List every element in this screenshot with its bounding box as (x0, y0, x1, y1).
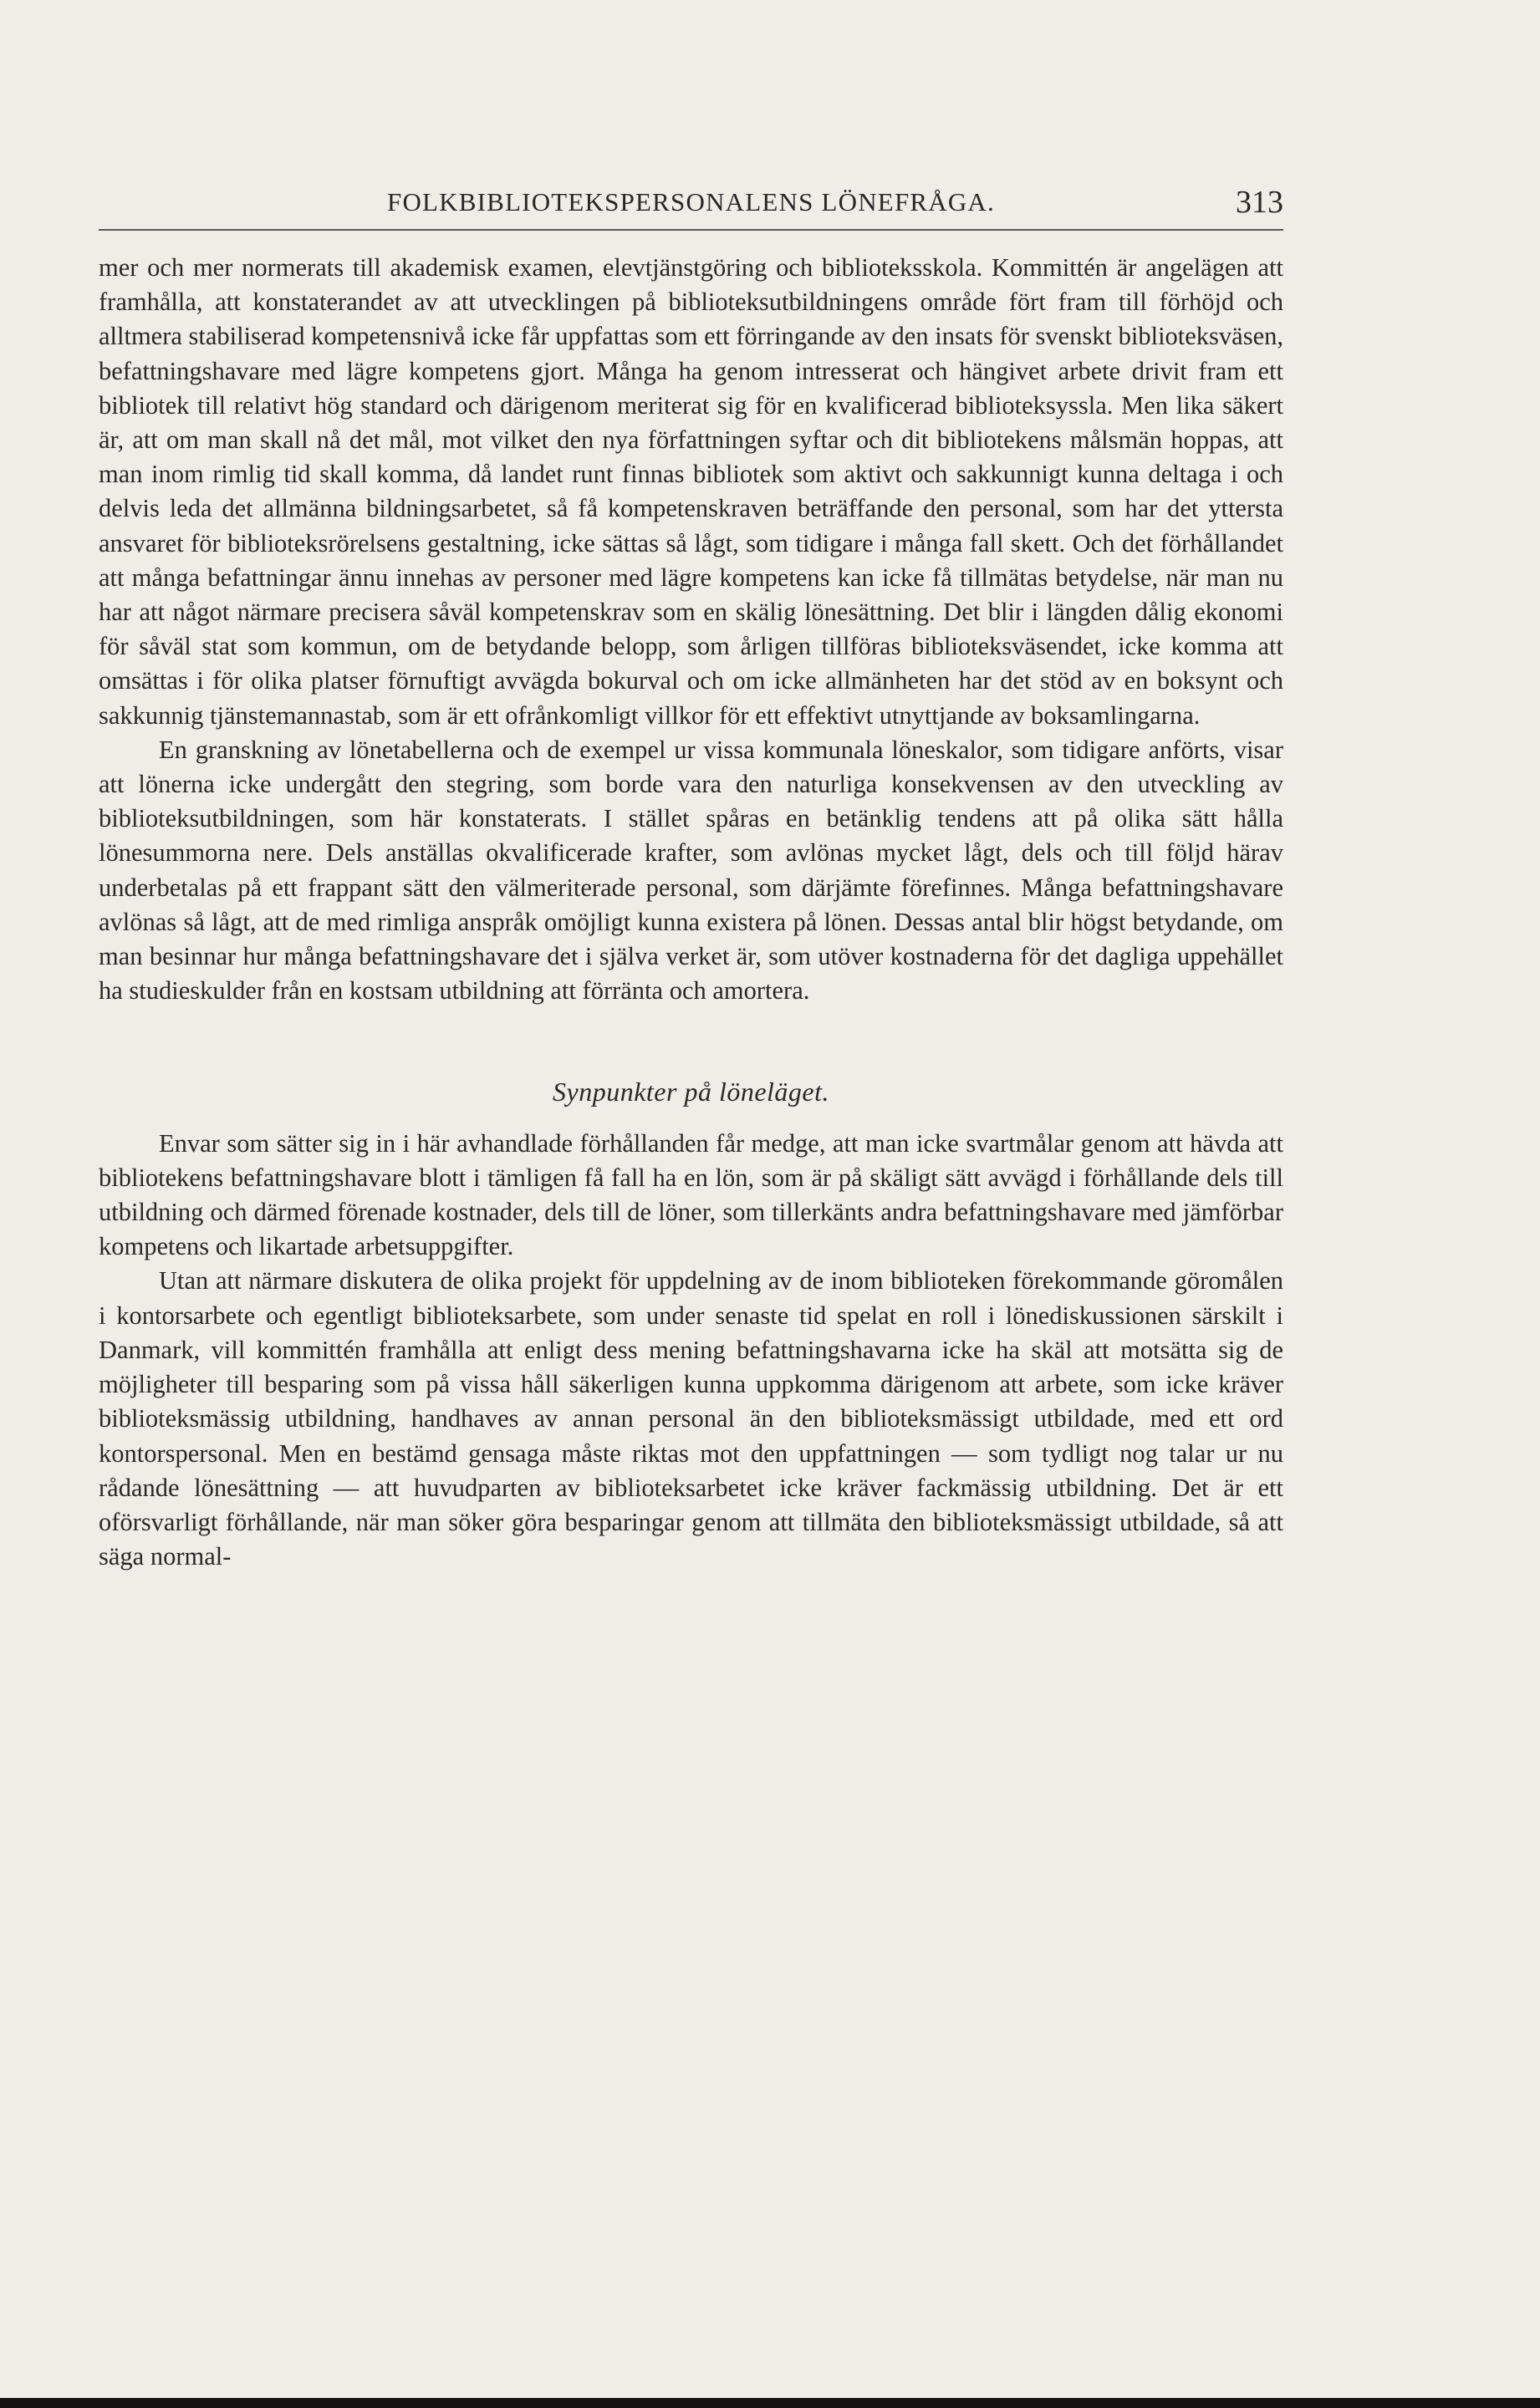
paragraph: En granskning av lönetabellerna och de exempel ur vissa kommunala löneskalor, som tidigare anförts, visar att lönerna icke undergått den stegring, som borde vara den naturliga konsekvensen av den utveckling av biblioteksutbildningen, som här konstaterats. I stället spåras en betänklig tendens att på olika sätt hålla lönesummorna nere. Dels anställas okvalificerade krafter, som avlönas mycket lågt, dels och till följd härav underbetalas på ett frappant sätt den välmeriterade personal, som därjämte förefinnes. Många befattningshavare avlönas så lågt, att de med rimliga anspråk omöjligt kunna existera på lönen. Dessas antal blir högst betydande, om man besinnar hur många befattningshavare det i själva verket är, som utöver kostnaderna för det dagliga uppehället ha studieskulder från en kostsam utbildning att förränta och amortera. (99, 735, 1283, 1005)
paragraph: Envar som sätter sig in i här avhandlade förhållanden får medge, att man icke svartmålar genom att hävda att bibliotekens befattningshavare blott i tämligen få fall ha en lön, som är på skäligt sätt avvägd i förhållande dels till utbildning och därmed förenade kostnader, dels till de löner, som tillerkänts andra befattningshavare med jämförbar kompetens och likartade arbetsuppgifter. (99, 1128, 1283, 1261)
paragraph-continued: mer och mer normerats till akademisk examen, elevtjänstgöring och biblioteksskola. Kommittén är angelägen att framhålla, att konstaterandet av att utvecklingen på biblioteksutbildningens område fört fram till förhöjd och alltmera stabiliserad kompetensnivå icke får uppfattas som ett förringande av den insats för svenskt biblioteksväsen, befattningshavare med lägre kompetens gjort. Många ha genom intresserat och hängivet arbete drivit fram ett bibliotek till relativt hög standard och därigenom meriterat sig för en kvalificerad biblioteksyssla. Men lika säkert är, att om man skall nå det mål, mot vilket den nya författningen syftar och dit bibliotekens målsmän hoppas, att man inom rimlig tid skall komma, då landet runt finnas bibliotek som aktivt och sakkunnigt kunna deltaga i och delvis leda det allmänna bildningsarbetet, så få kompetenskraven beträffande den personal, som har det yttersta ansvaret för biblioteksrörelsens gestaltning, icke sättas så lågt, som tidigare i många fall skett. Och det förhållandet att många befattningar ännu innehas av personer med lägre kompetens kan icke få tillmätas betydelse, när man nu har att något närmare precisera såväl kompetenskrav som en skälig lönesättning. Det blir i längden dålig ekonomi för såväl stat som kommun, om de betydande belopp, som årligen tillföras biblioteksväsendet, icke komma att omsättas i för olika platser förnuftigt avvägda bokurval och om icke allmänheten har det stöd av en boksynt och sakkunnig tjänstemannastab, som är ett ofrånkomligt villkor för ett effektivt utnyttjande av boksamlingarna. (99, 253, 1283, 730)
section-heading: Synpunkter på löneläget. (552, 1077, 830, 1107)
paragraph: Utan att närmare diskutera de olika projekt för uppdelning av de inom biblioteken förekommande göromålen i kontorsarbete och egentligt biblioteksarbete, som under senaste tid spelat en roll i lönediskussionen särskilt i Danmark, vill kommittén framhålla att enligt dess mening befattningshavarna icke ha skäl att motsätta sig de möjligheter till besparing som på vissa håll säkerligen kunna uppkomma därigenom att arbete, som icke kräver biblioteksmässig utbildning, handhaves av annan personal än den biblioteksmässigt utbildade, med ett ord kontorspersonal. Men en bestämd gensaga måste riktas mot den uppfattningen — som tydligt nog talar ur nu rådande lönesättning — att huvudparten av biblioteksarbetet icke kräver fackmässig utbildning. Det är ett oförsvarligt förhållande, när man söker göra besparingar genom att tillmäta den biblioteksmässigt utbildade, så att säga normal- (99, 1266, 1283, 1571)
body-text (99, 251, 1283, 1574)
page-number: 313 (1236, 185, 1283, 220)
header-rule (99, 229, 1283, 231)
scan-bottom-edge (0, 2398, 1540, 2408)
running-title: FOLKBIBLIOTEKSPERSONALENS LÖNEFRÅGA. (387, 187, 995, 216)
page-header (99, 182, 1283, 231)
